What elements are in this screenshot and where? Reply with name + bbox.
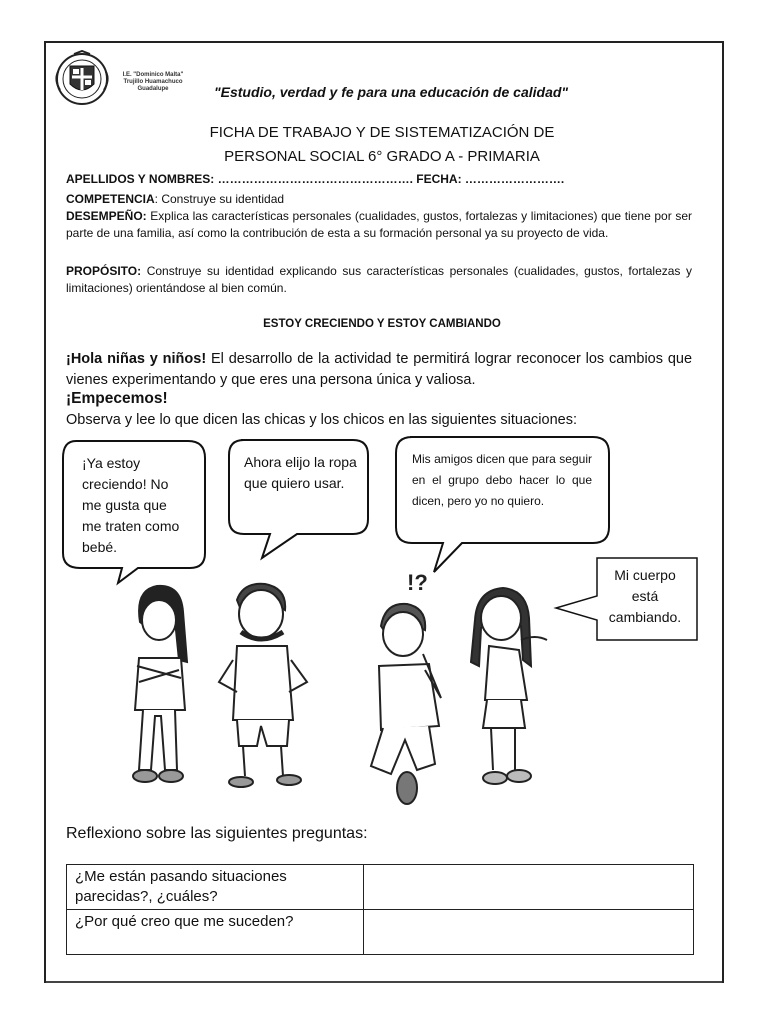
table-row xyxy=(67,865,694,910)
proposito-label: PROPÓSITO: xyxy=(66,264,142,278)
reflection-table xyxy=(66,864,694,955)
answer-field[interactable] xyxy=(364,910,694,955)
competencia-text: : Construye su identidad xyxy=(154,192,285,206)
question-cell: ¿Por qué creo que me suceden? xyxy=(67,910,364,955)
question-cell: ¿Me están pasando situaciones parecidas?, ¿cuáles? xyxy=(67,865,364,910)
reflexiono-text: Reflexiono sobre las siguientes preguntas: xyxy=(66,825,368,842)
boy-confused xyxy=(371,604,441,804)
reflexiono-instruction xyxy=(66,825,368,843)
intro-text: El desarrollo de la actividad te permitirá lograr reconocer los cambios que vienes experimentando y que eres una persona única y valiosa. xyxy=(66,351,693,388)
date-label: FECHA: xyxy=(416,172,462,186)
name-label: APELLIDOS Y NOMBRES: xyxy=(66,172,215,186)
empecemos-heading: ¡Empecemos! xyxy=(66,390,168,407)
speech-bubble-4-text: Mi cuerpo está cambiando. xyxy=(608,567,682,625)
section-title: ESTOY CRECIENDO Y ESTOY CAMBIANDO xyxy=(263,318,501,330)
speech-bubble-1-text: ¡Ya estoy creciendo! No me gusta que me traten como bebé. xyxy=(82,455,180,555)
school-name: I.E. "Dominico Malta" Trujillo Huamachuco Guadalupe xyxy=(122,72,184,92)
boy-with-headphones xyxy=(219,584,307,787)
table-row xyxy=(67,910,694,955)
competencia-label: COMPETENCIA xyxy=(66,192,155,206)
intro-greeting: ¡Hola niñas y niños! xyxy=(66,351,207,367)
answer-field[interactable] xyxy=(364,865,694,910)
date-blank: ……………………. xyxy=(461,172,565,186)
worksheet-title-line2: PERSONAL SOCIAL 6° GRADO A - PRIMARIA xyxy=(224,148,540,165)
proposito-text: Construye su identidad explicando sus características personales (cualidades, gustos, fortalezas y limitaciones) orientándose al bien común. xyxy=(66,264,692,295)
school-motto: "Estudio, verdad y fe para una educación de calidad" xyxy=(214,84,569,100)
worksheet-title-line1: FICHA DE TRABAJO Y DE SISTEMATIZACIÓN DE xyxy=(209,124,555,141)
speech-bubble-3-text: Mis amigos dicen que para seguir en el grupo debo hacer lo que dicen, pero yo no quiero. xyxy=(412,452,592,508)
desempeno-label: DESEMPEÑO: xyxy=(66,209,147,223)
name-blank: …………………………………………. xyxy=(214,172,417,186)
children-illustration xyxy=(95,570,595,810)
girl-arms-crossed xyxy=(133,586,187,782)
girl-thinking xyxy=(471,588,547,784)
confused-exclamation-question-marks: !? xyxy=(407,570,428,595)
desempeno-text: Explica las características personales (cualidades, gustos, fortalezas y limitaciones) que tiene por ser parte de una familia, así como la contribución de esta a su formación personal ya su proyecto de vida. xyxy=(66,209,692,240)
observa-instruction: Observa y lee lo que dicen las chicas y los chicos en las siguientes situaciones: xyxy=(66,412,577,428)
speech-bubble-2-text: Ahora elijo la ropa que quiero usar. xyxy=(244,454,357,491)
